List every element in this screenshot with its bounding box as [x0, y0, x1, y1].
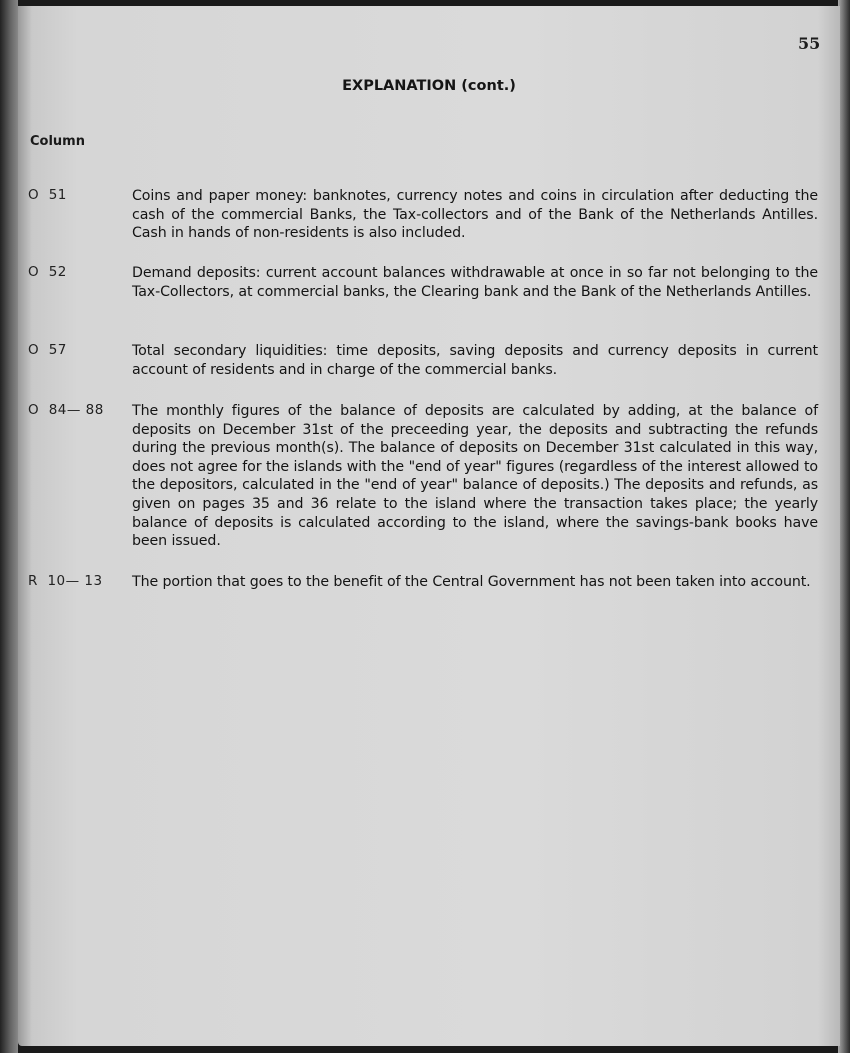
entry-column-label: O 57: [28, 342, 67, 358]
page-number: 55: [798, 34, 821, 53]
entry-column-label: O 52: [28, 264, 67, 280]
page-title: EXPLANATION (cont.): [342, 78, 516, 94]
entry-text: The portion that goes to the benefit of the Central Government has not been taken into account.: [132, 574, 811, 590]
entry-column-label: O 84— 88: [28, 402, 104, 418]
column-header: Column: [30, 134, 85, 149]
entry-text: Coins and paper money: banknotes, currency notes and coins in circulation after deducting the cash of the commercial Banks, the Tax-collectors and of the Bank of the Netherlands Antilles. Cash in hands of non-residents is also included.: [132, 188, 818, 242]
entry-text: Total secondary liquidities: time deposits, saving deposits and currency deposits in current account of residents and in charge of the commercial banks.: [132, 343, 818, 378]
book-binding-edge: [0, 0, 18, 1053]
entry-text: The monthly figures of the balance of deposits are calculated by adding, at the balance of deposits on December 31st of the preceeding year, the deposits and subtracting the refunds during the previous month(s). The balance of deposits on December 31st calculated in this way, does not agree for the islands with the "end of year" figures (regardless of the interest allowed to the depositors, calculated in the "end of year" balance of deposits.) The deposits and refunds, as given on pages 35 and 36 relate to the island where the transaction takes place; the yearly balance of deposits is calculated according to the island, where the savings-bank books have been issued.: [132, 403, 818, 550]
entry-column-label: R 10— 13: [28, 573, 103, 589]
document-page: [18, 6, 840, 1046]
entry-column-label: O 51: [28, 187, 67, 203]
entry-text: Demand deposits: current account balances withdrawable at once in so far not belonging to the Tax-Collectors, at commercial banks, the Clearing bank and the Bank of the Netherlands Antilles.: [132, 265, 818, 300]
